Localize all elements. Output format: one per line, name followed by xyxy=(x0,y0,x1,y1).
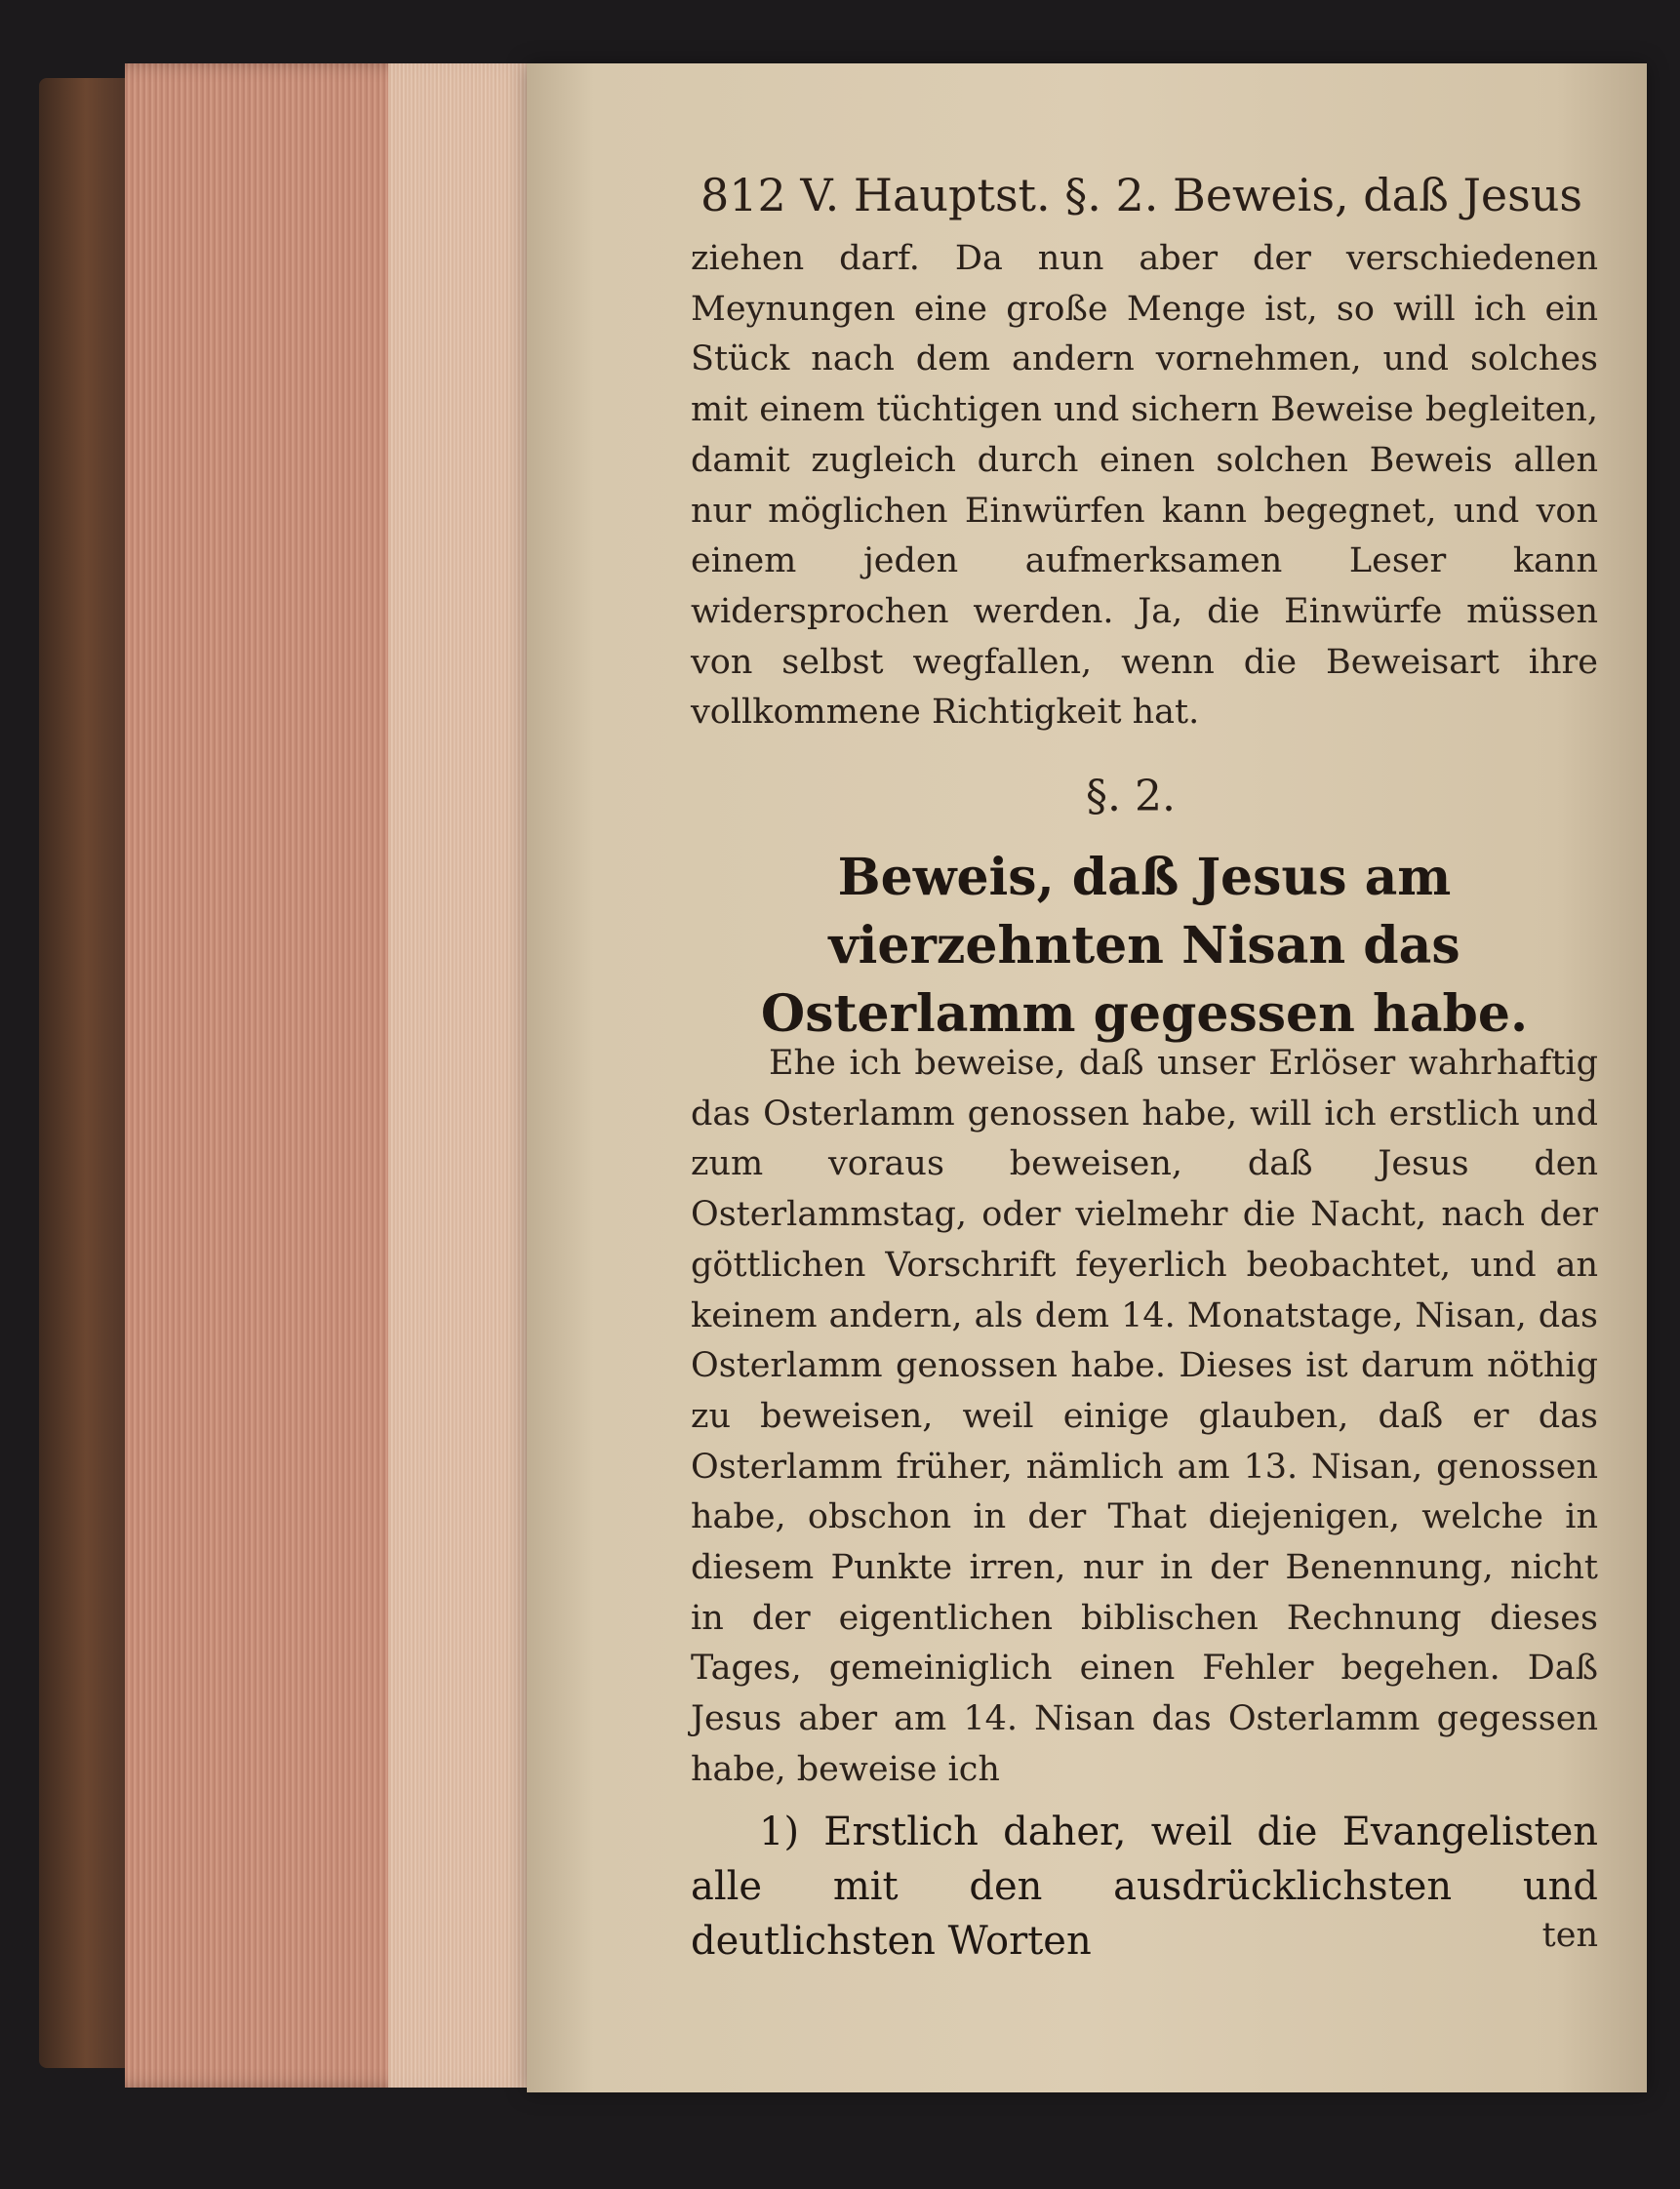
page-edges xyxy=(125,63,544,2088)
intro-paragraph-text: ziehen darf. Da nun aber der verschiedenen Meynungen eine große Menge ist, so will ich ein Stück nach dem andern vornehmen, und solches mit einem tüchtigen und sichern Beweise begleiten, damit zugleich durch einen solchen Beweis allen nur möglichen Einwürfen kann begegnet, und von einem jeden aufmerksamen Leser kann widersprochen werden. Ja, die Einwürfe müssen von selbst wegfallen, wenn die Beweisart ihre vollkommene Richtigkeit hat. xyxy=(691,239,1598,733)
section-title: Beweis, daß Jesus am vierzehnten Nisan das Osterlamm gegessen habe. xyxy=(760,848,1529,1044)
point-1-paragraph: 1) Erstlich daher, weil die Evangelisten alle mit den ausdrücklichsten und deutlichsten Worten xyxy=(691,1810,1598,1964)
main-paragraph: Ehe ich beweise, daß unser Erlöser wahrhaftig das Osterlamm genossen habe, will ich erstlich und zum voraus beweisen, daß Jesus den Osterlammstag, oder vielmehr die Nacht, nach der göttlichen Vorschrift feyerlich beobachtet, und an keinem andern, als dem 14. Monatstage, Nisan, das Osterlamm genossen habe. Dieses ist darum nöthig zu beweisen, weil einige glauben, daß er das Osterlamm früher, nämlich am 13. Nisan, genossen habe, obschon in der That diejenigen, welche in diesem Punkte irren, nur in der Benennung, nicht in der eigentlichen biblischen Rechnung dieses Tages, gemeiniglich einen Fehler begehen. Daß Jesus aber am 14. Nisan das Osterlamm gegessen habe, beweise ich xyxy=(691,1044,1598,1789)
section-number: §. 2. xyxy=(1086,772,1176,821)
running-head: 812 V. Hauptst. §. 2. Beweis, daß Jesus xyxy=(700,169,1582,221)
catchword: ten xyxy=(1541,1916,1598,1955)
intro-paragraph xyxy=(691,234,1598,738)
book-page xyxy=(527,63,1647,2092)
